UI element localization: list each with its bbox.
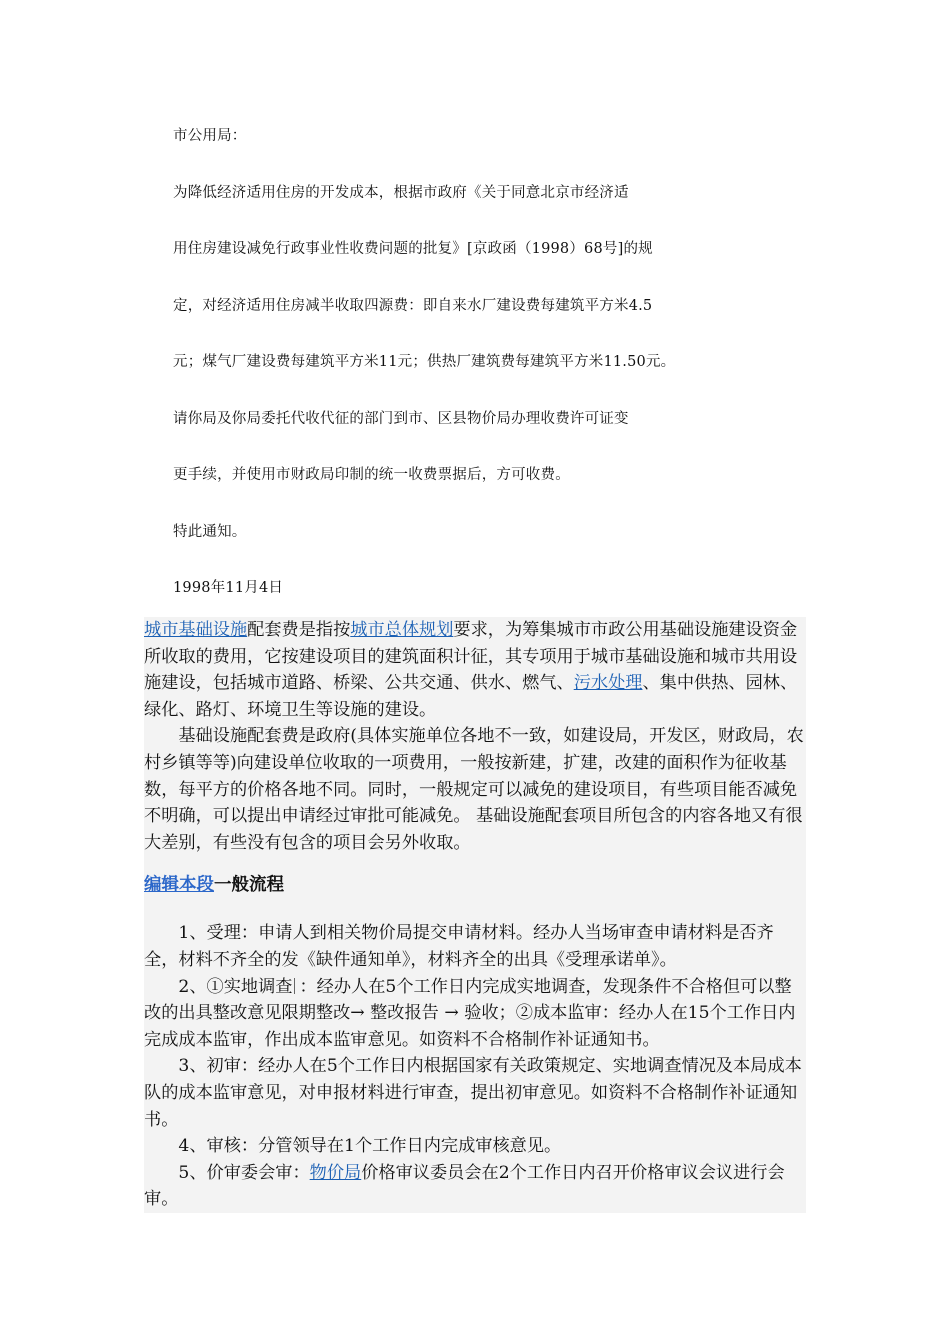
link-price-bureau[interactable]: 物价局 [309, 1162, 362, 1183]
text-cursor-mark [294, 978, 295, 994]
notice-line-3: 定，对经济适用住房减半收取四源费：即自来水厂建设费每建筑平方米4.5 [173, 297, 653, 314]
process-step-5 [144, 1160, 806, 1213]
notice-line-6: 更手续，并使用市财政局印制的统一收费票据后，方可收费。 [173, 467, 570, 483]
notice-document [173, 120, 773, 629]
step-5-text: 价格审议委员会在2个工作日内召开价格审议会议进行会审。 [144, 1162, 785, 1210]
notice-line-4: 元；煤气厂建设费每建筑平方米11元；供热厂建筑费每建筑平方米11.50元。 [173, 354, 676, 370]
article-body [144, 617, 806, 1213]
paragraph-1-text-c: 、集中供热、园林、绿化、路灯、环境卫生等设施的建设。 [144, 673, 798, 720]
section-heading [144, 872, 806, 898]
step-2-label: 2、①实地调查 [178, 976, 293, 997]
link-city-master-plan[interactable]: 城市总体规划 [350, 620, 454, 640]
process-step-1: 1、受理：申请人到相关物价局提交申请材料。经办人当场审查申请材料是否齐全，材料不齐全的发《缺件通知单》，材料齐全的出具《受理承诺单》。 [144, 923, 774, 970]
notice-line-2: 用住房建设减免行政事业性收费问题的批复》[京政函（1998）68号]的规 [173, 241, 653, 257]
notice-closing: 特此通知。 [173, 523, 247, 540]
paragraph-1-text-b: 要求，为筹集城市市政公用基础设施建设资金所收取的费用，它按建设项目的建筑面积计征，其专项用于城市基础设施和城市共用设施建设，包括城市道路、桥梁、公共交通、供水、燃气、 [144, 620, 798, 694]
process-step-3: 3、初审：经办人在5个工作日内根据国家有关政策规定、实地调查情况及本局成本队的成本监审意见，对申报材料进行审查，提出初审意见。如资料不合格制作补证通知书。 [144, 1056, 802, 1130]
process-step-2 [144, 974, 806, 1054]
article-paragraph-1 [144, 617, 806, 723]
section-heading-text: 一般流程 [214, 875, 284, 896]
notice-line-5: 请你局及你局委托代收代征的部门到市、区县物价局办理收费许可证变 [173, 410, 629, 427]
edit-section-link[interactable]: 编辑本段 [144, 875, 214, 896]
process-step-4: 4、审核：分管领导在1个工作日内完成审核意见。 [178, 1136, 562, 1157]
notice-line-1: 为降低经济适用住房的开发成本，根据市政府《关于同意北京市经济适 [173, 184, 629, 201]
step-2-text: ：经办人在5个工作日内完成实地调查，发现条件不合格但可以整改的出具整改意见限期整改→ 整改报告 → 验收；②成本监审：经办人在15个工作日内完成成本监审，作出成本监审意见。如资料不合格制作补证通知书。 [144, 976, 796, 1050]
paragraph-1-text-a: 配套费是指按 [247, 620, 351, 640]
link-city-infrastructure[interactable]: 城市基础设施 [144, 620, 248, 640]
link-sewage-treatment[interactable]: 污水处理 [573, 673, 643, 694]
article-paragraph-2: 基础设施配套费是政府(具体实施单位各地不一致，如建设局，开发区，财政局，农村乡镇等等)向建设单位收取的一项费用，一般按新建，扩建，改建的面积作为征收基数，每平方的价格各地不同。同时，一般规定可以减免的建设项目，有些项目能否减免不明确，可以提出申请经过审批可能减免。 基础设施配套项目所包含的内容各地又有很大差别，有些没有包含的项目会另外收取。 [144, 726, 804, 853]
notice-date: 1998年11月4日 [173, 580, 284, 596]
notice-addressee: 市公用局： [173, 128, 247, 144]
step-5-label: 5、价审委会审： [178, 1162, 310, 1183]
